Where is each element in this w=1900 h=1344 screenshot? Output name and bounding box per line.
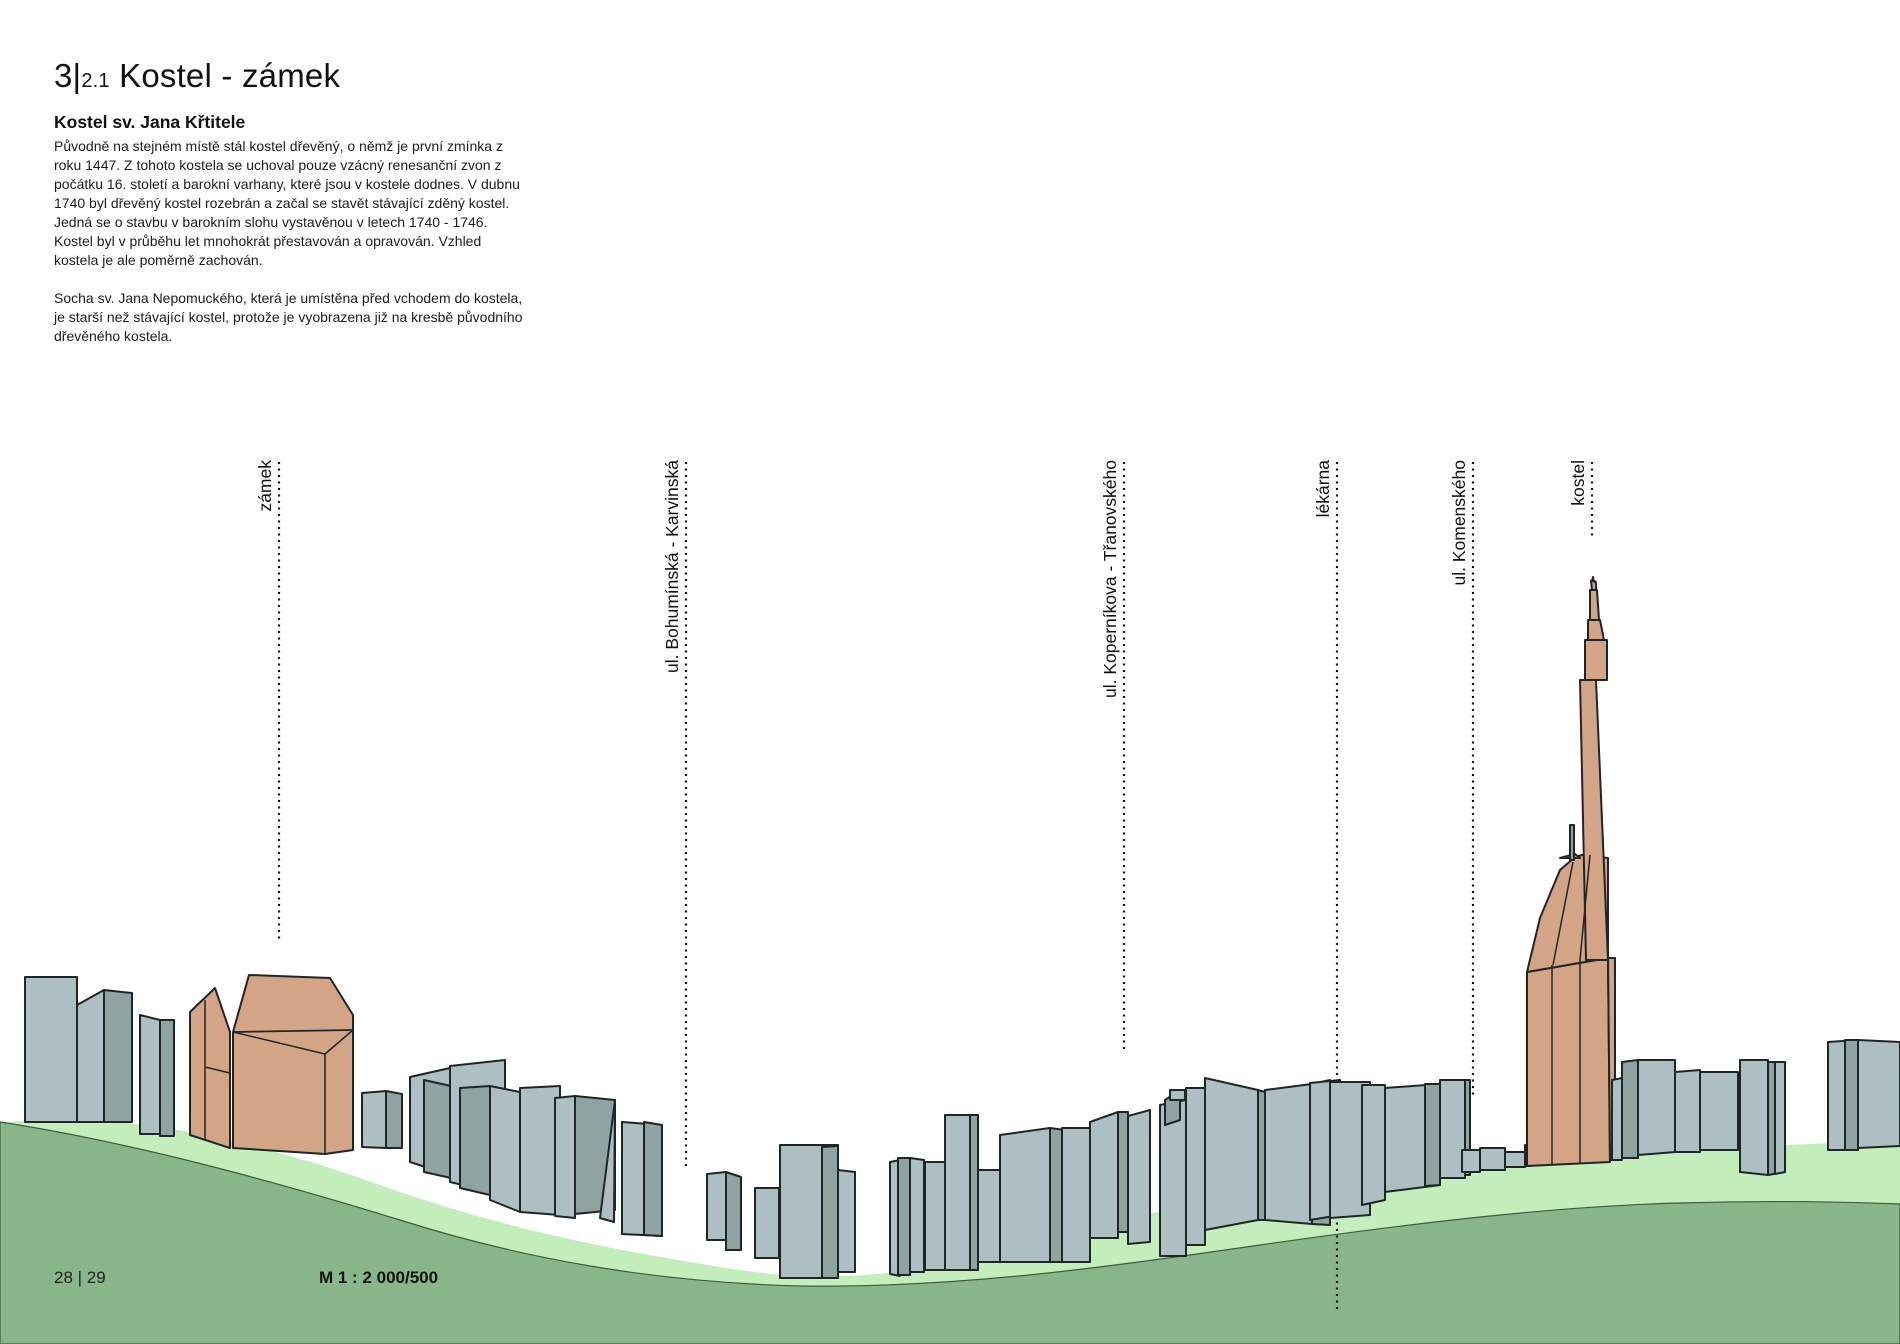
section-subtitle: Kostel sv. Jana Křtitele [54,112,246,132]
marker-label-komenskeho: ul. Komenského [1449,460,1469,586]
section-number: 2.1 [81,70,110,92]
page-title-text: Kostel - zámek [109,57,341,94]
paragraph-statue: Socha sv. Jana Nepomuckého, která je umístěna před vchodem do kostela, je starší než stávající kostel, protože je vyobrazena již na kresbě původního dřevěného kostela. [54,290,523,344]
castle-building [190,975,353,1154]
buildings-left [25,977,174,1136]
buildings-valley [707,1115,1090,1278]
page-numbers: 28 | 29 [54,1268,106,1287]
drawing-scale: M 1 : 2 000/500 [319,1268,439,1287]
marker-label-bohuminska: ul. Bohumínská - Karvinská [662,460,682,674]
paragraph-church-history: Původně na stejném místě stál kostel dřevěný, o němž je první zmínka z roku 1447. Z tohoto kostela se uchoval pouze vzácný renesanční zvon z počátku 16. století a barokní varhany, které jsou v kostele dodnes. V dubnu 1740 byl dřevěný kostel rozebrán a začal se stavět stávající zděný kostel. Jedná se o stavbu v barokním slohu vystavěnou v letech 1740 - 1746. Kostel byl v průběhu let mnohokrát přestavován a opravován. Vzhled kostela je ale poměrně zachován. [54,138,520,268]
marker-label-lekarna: lékárna [1313,460,1333,518]
marker-label-zamek: zámek [255,460,275,512]
marker-label-kostel: kostel [1568,460,1588,506]
marker-label-kopernikova: ul. Koperníkova - Třanovského [1100,460,1120,699]
church-building [1527,577,1615,1166]
chapter-number: 3| [54,57,82,94]
